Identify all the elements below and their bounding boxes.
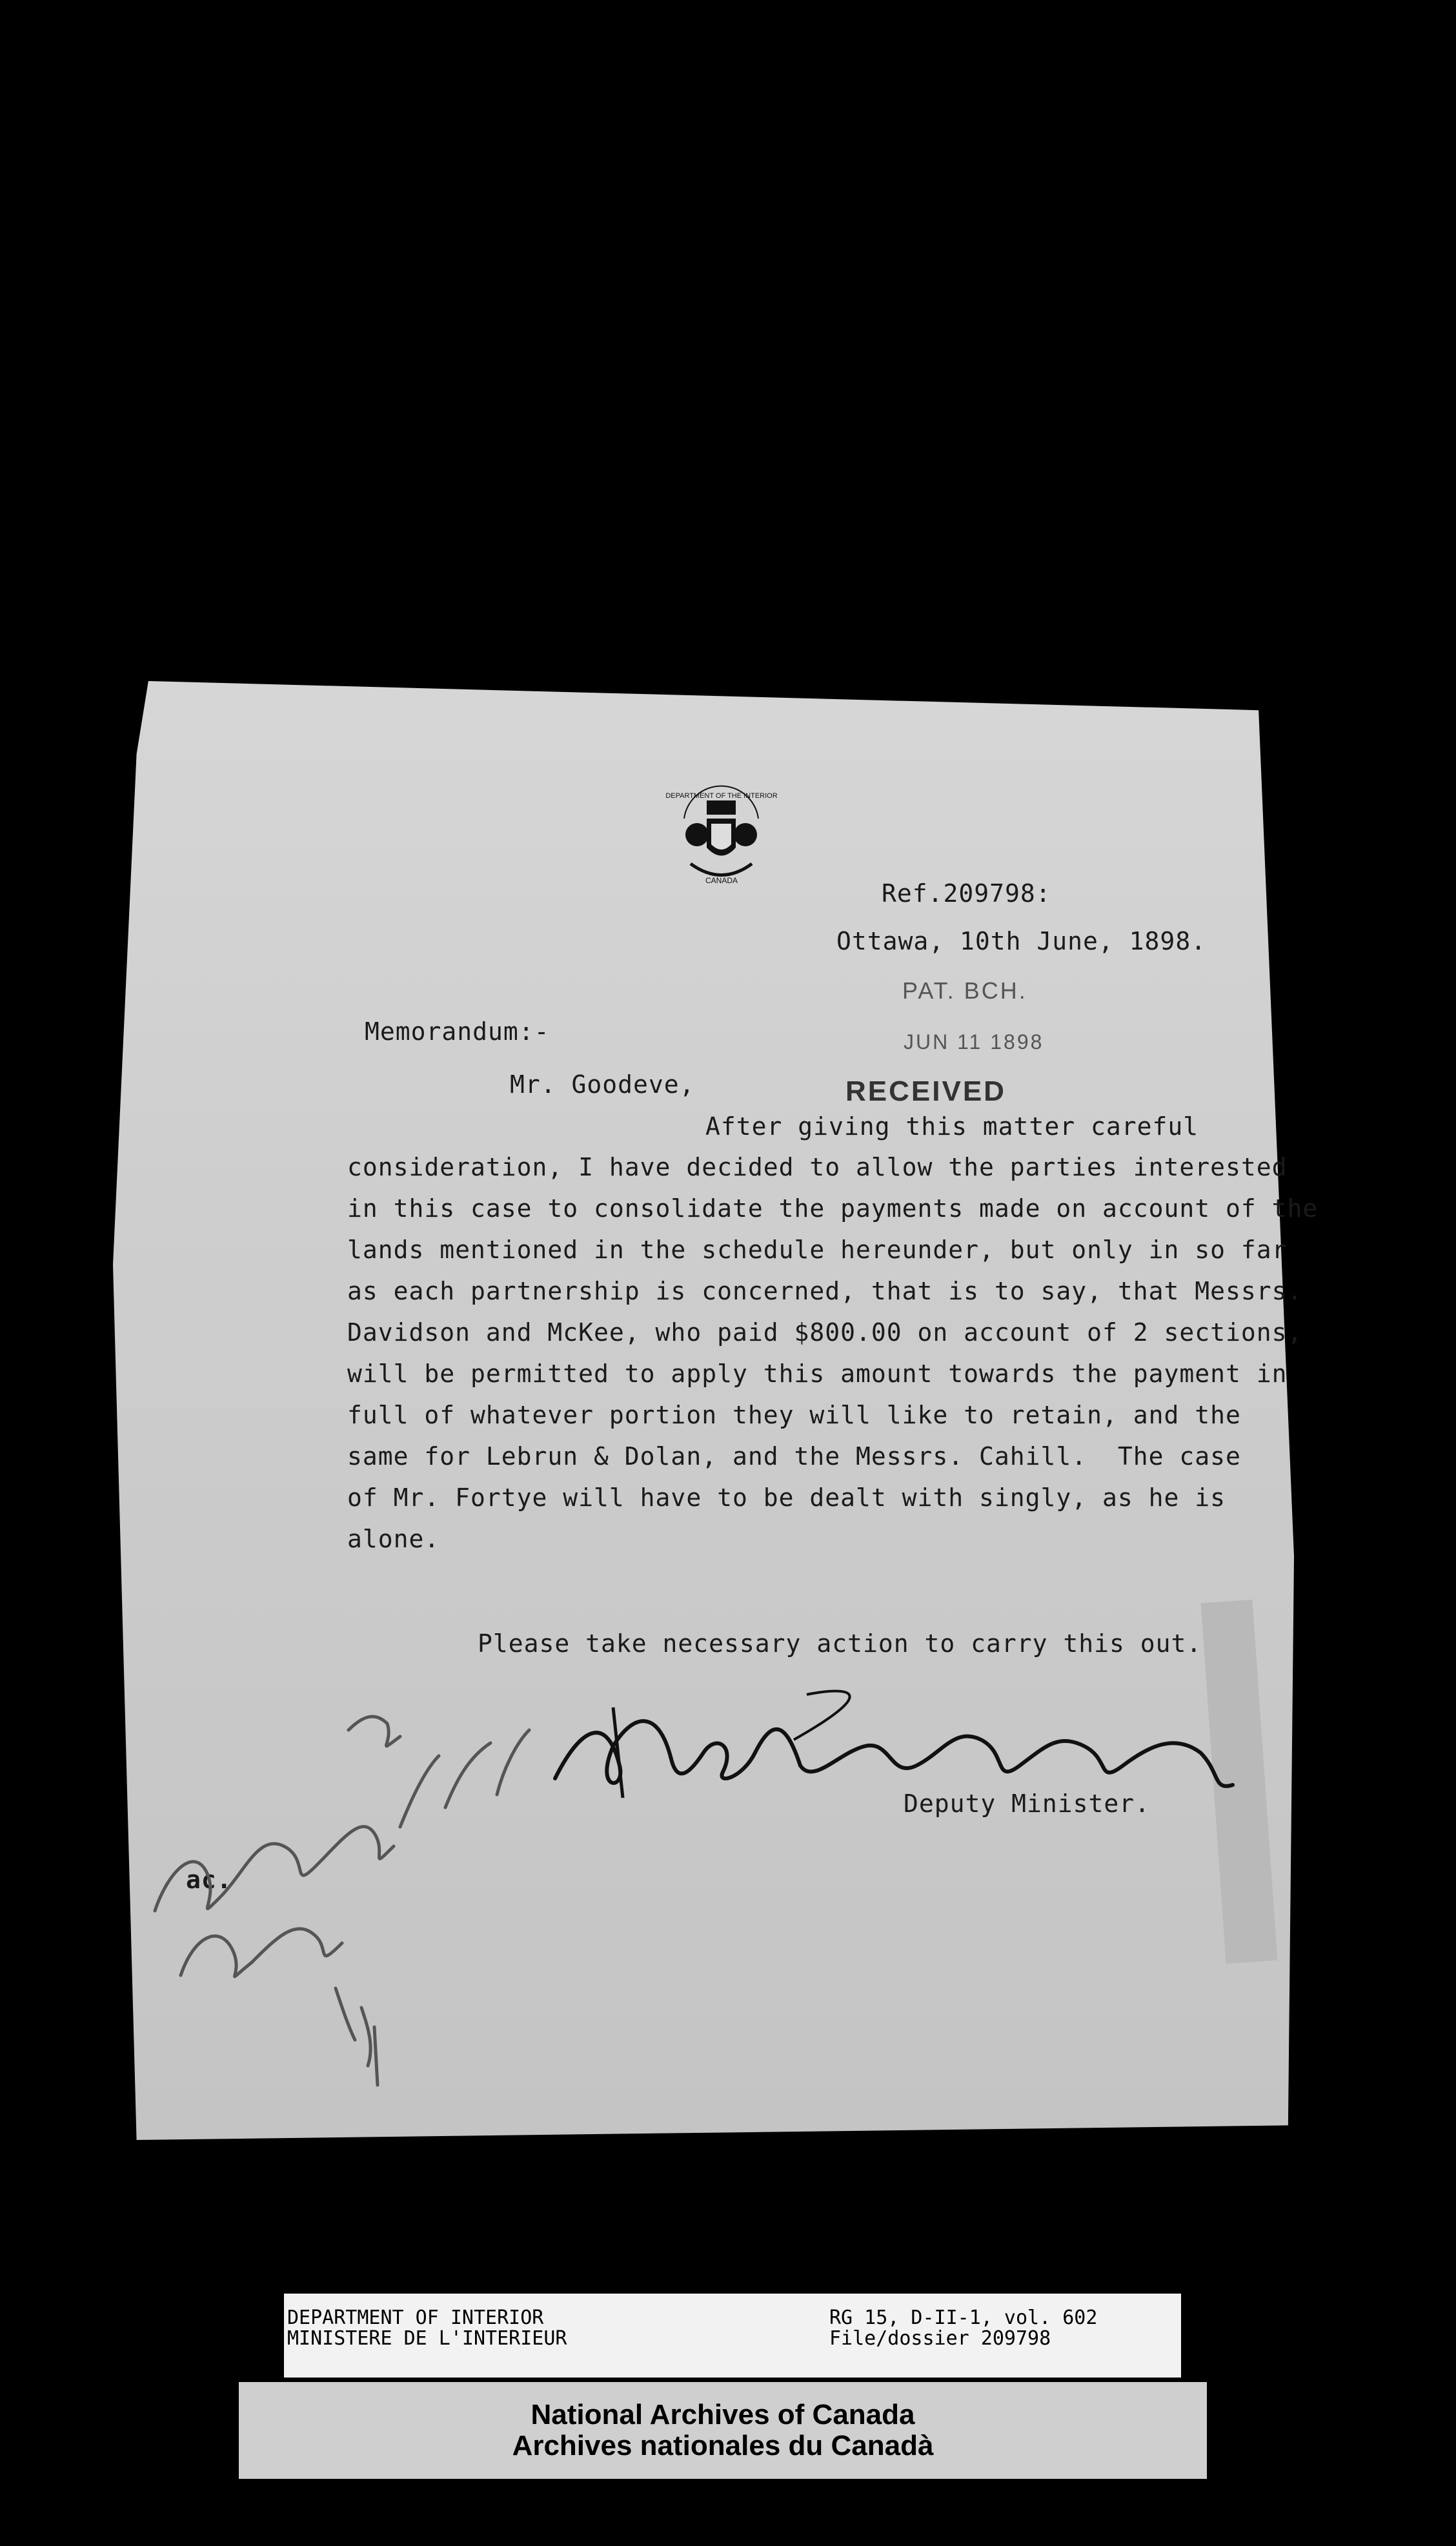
archive-name-en: National Archives of Canada <box>531 2399 915 2430</box>
body-line: After giving this matter careful <box>705 1112 1199 1141</box>
body-line: Davidson and McKee, who paid $800.00 on account of 2 sections, <box>347 1318 1303 1347</box>
date-line: Ottawa, 10th June, 1898. <box>836 927 1207 955</box>
body-line: consideration, I have decided to allow the parties interested <box>347 1153 1288 1181</box>
department-crest-icon <box>665 773 778 890</box>
body-line: alone. <box>347 1525 440 1553</box>
signature-handwriting <box>529 1688 1252 1801</box>
label-file-number: File/dossier 209798 <box>829 2327 1051 2350</box>
label-department-en: DEPARTMENT OF INTERIOR <box>287 2307 544 2329</box>
body-line: will be permitted to apply this amount towards the payment in <box>347 1360 1288 1388</box>
pencil-annotation <box>142 1704 555 2092</box>
body-line: full of whatever portion they will like to retain, and the <box>347 1401 1241 1429</box>
closing-line: Please take necessary action to carry this out. <box>478 1629 1202 1658</box>
body-line: as each partnership is concerned, that is to say, that Messrs. <box>347 1277 1303 1305</box>
body-line: lands mentioned in the schedule hereunder, but only in so far <box>347 1236 1288 1264</box>
stamp-line-date: JUN 11 1898 <box>904 1030 1044 1054</box>
label-department-fr: MINISTERE DE L'INTERIEUR <box>287 2327 567 2350</box>
body-line: in this case to consolidate the payments made on account of the <box>347 1194 1319 1223</box>
svg-text:DEPARTMENT OF THE INTERIOR: DEPARTMENT OF THE INTERIOR <box>665 792 778 800</box>
signature-title: Deputy Minister. <box>904 1789 1151 1818</box>
body-line: same for Lebrun & Dolan, and the Messrs. Cahill. The case <box>347 1442 1241 1471</box>
body-line: of Mr. Fortye will have to be dealt with singly, as he is <box>347 1483 1226 1512</box>
svg-text:CANADA: CANADA <box>705 876 738 885</box>
label-record-group: RG 15, D-II-1, vol. 602 <box>829 2307 1098 2329</box>
stamp-line-branch: PAT. BCH. <box>902 977 1027 1004</box>
archive-banner <box>239 2382 1207 2479</box>
memorandum-heading: Memorandum:- <box>365 1017 550 1046</box>
addressee: Mr. Goodeve, <box>510 1070 695 1099</box>
archive-reference-label <box>284 2294 1181 2378</box>
archive-name-fr: Archives nationales du Canadà <box>512 2430 934 2461</box>
reference-number: Ref.209798: <box>882 879 1051 908</box>
ac-notation: ac. <box>186 1866 232 1894</box>
stamp-line-received: RECEIVED <box>845 1075 1006 1107</box>
